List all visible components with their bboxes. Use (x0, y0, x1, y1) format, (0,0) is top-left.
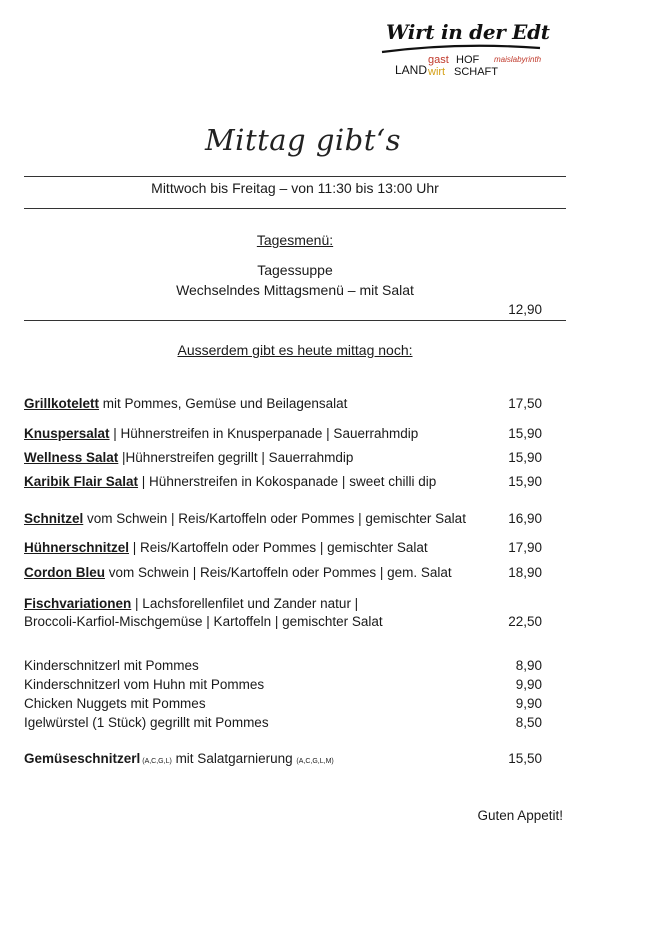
kids-item: Kinderschnitzerl vom Huhn mit Pommes (24, 677, 265, 692)
menu-item (24, 511, 542, 526)
menu-item (24, 396, 542, 411)
menu-item-desc: | Lachsforellenfilet und Zander natur | (131, 596, 359, 611)
logo-land: LAND (395, 63, 428, 77)
menu-item-desc: vom Schwein | Reis/Kartoffeln oder Pommes | gemischter Salat (83, 511, 466, 526)
daily-menu-heading: Tagesmenü: (256, 232, 334, 248)
divider-top (24, 176, 566, 177)
veggie-item-name: Gemüseschnitzerl (24, 751, 141, 766)
veggie-item-desc: mit Salatgarnierung (171, 751, 297, 766)
logo-wirt: wirt (428, 66, 446, 78)
kids-item: Chicken Nuggets mit Pommes (24, 696, 206, 711)
menu-item-desc: | Hühnerstreifen in Knusperpanade | Sauerrahmdip (109, 426, 419, 441)
kids-item-price: 9,90 (515, 677, 542, 692)
menu-item-name: Knuspersalat (24, 426, 110, 441)
menu-item-name: Grillkotelett (24, 396, 100, 411)
menu-item-price: 15,90 (508, 474, 542, 489)
menu-item (24, 426, 542, 441)
menu-item-name: Karibik Flair Salat (24, 474, 139, 489)
veggie-item (24, 751, 542, 766)
menu-item-name: Cordon Bleu (24, 565, 105, 580)
menu-item-price: 22,50 (508, 614, 542, 629)
menu-item-desc: | Hühnerstreifen in Kokospanade | sweet chilli dip (138, 474, 437, 489)
daily-menu-line-1: Tagessuppe (257, 262, 333, 278)
menu-item (24, 450, 542, 465)
veggie-item-price: 15,50 (508, 751, 542, 766)
menu-item-name: Fischvariationen (24, 596, 132, 611)
kids-item: Igelwürstel (1 Stück) gegrillt mit Pommes (24, 715, 269, 730)
menu-item-desc: mit Pommes, Gemüse und Beilagensalat (99, 396, 348, 411)
daily-menu-line-2: Wechselndes Mittagsmenü – mit Salat (176, 282, 414, 298)
menu-item-price: 15,90 (508, 450, 542, 465)
kids-item-price: 9,90 (515, 696, 542, 711)
menu-item-price: 15,90 (508, 426, 542, 441)
logo-script-text: Wirt in der Edt (386, 20, 550, 44)
opening-hours: Mittwoch bis Freitag – von 11:30 bis 13:00 Uhr (151, 180, 439, 196)
menu-item-price: 18,90 (508, 565, 542, 580)
menu-item-desc-line-2: Broccoli-Karfiol-Mischgemüse | Kartoffeln | gemischter Salat (24, 614, 383, 629)
menu-item (24, 565, 542, 580)
logo-gast: gast (428, 54, 449, 66)
menu-item-price: 16,90 (508, 511, 542, 526)
menu-item-desc: |Hühnerstreifen gegrillt | Sauerrahmdip (118, 450, 354, 465)
menu-item-name: Schnitzel (24, 511, 84, 526)
menu-item (24, 596, 542, 611)
veggie-allergens-1: (A,C,G,L) (140, 758, 172, 765)
menu-item (24, 474, 542, 489)
logo-schaft: SCHAFT (454, 66, 498, 78)
divider-hours (24, 208, 566, 209)
menu-item (24, 540, 542, 555)
menu-item-price: 17,90 (508, 540, 542, 555)
kids-item: Kinderschnitzerl mit Pommes (24, 658, 199, 673)
kids-item-price: 8,50 (515, 715, 542, 730)
menu-item-price: 17,50 (508, 396, 542, 411)
menu-item-desc: | Reis/Kartoffeln oder Pommes | gemischter Salat (129, 540, 428, 555)
logo (386, 20, 556, 90)
menu-item-desc: vom Schwein | Reis/Kartoffeln oder Pommes | gem. Salat (105, 565, 452, 580)
kids-item-price: 8,90 (515, 658, 542, 673)
divider-daily (24, 320, 566, 321)
page-title: Mittag gibt‘s (204, 123, 401, 157)
logo-maislabyrinth: maislabyrinth (494, 55, 542, 64)
extra-heading: Ausserdem gibt es heute mittag noch: (177, 342, 413, 358)
veggie-allergens-2: (A,C,G,L,M) (296, 758, 334, 765)
menu-item-name: Hühnerschnitzel (24, 540, 130, 555)
closing-greeting: Guten Appetit! (477, 808, 563, 823)
menu-item-name: Wellness Salat (24, 450, 119, 465)
daily-menu-price: 12,90 (508, 302, 542, 317)
logo-hof: HOF (456, 54, 480, 66)
